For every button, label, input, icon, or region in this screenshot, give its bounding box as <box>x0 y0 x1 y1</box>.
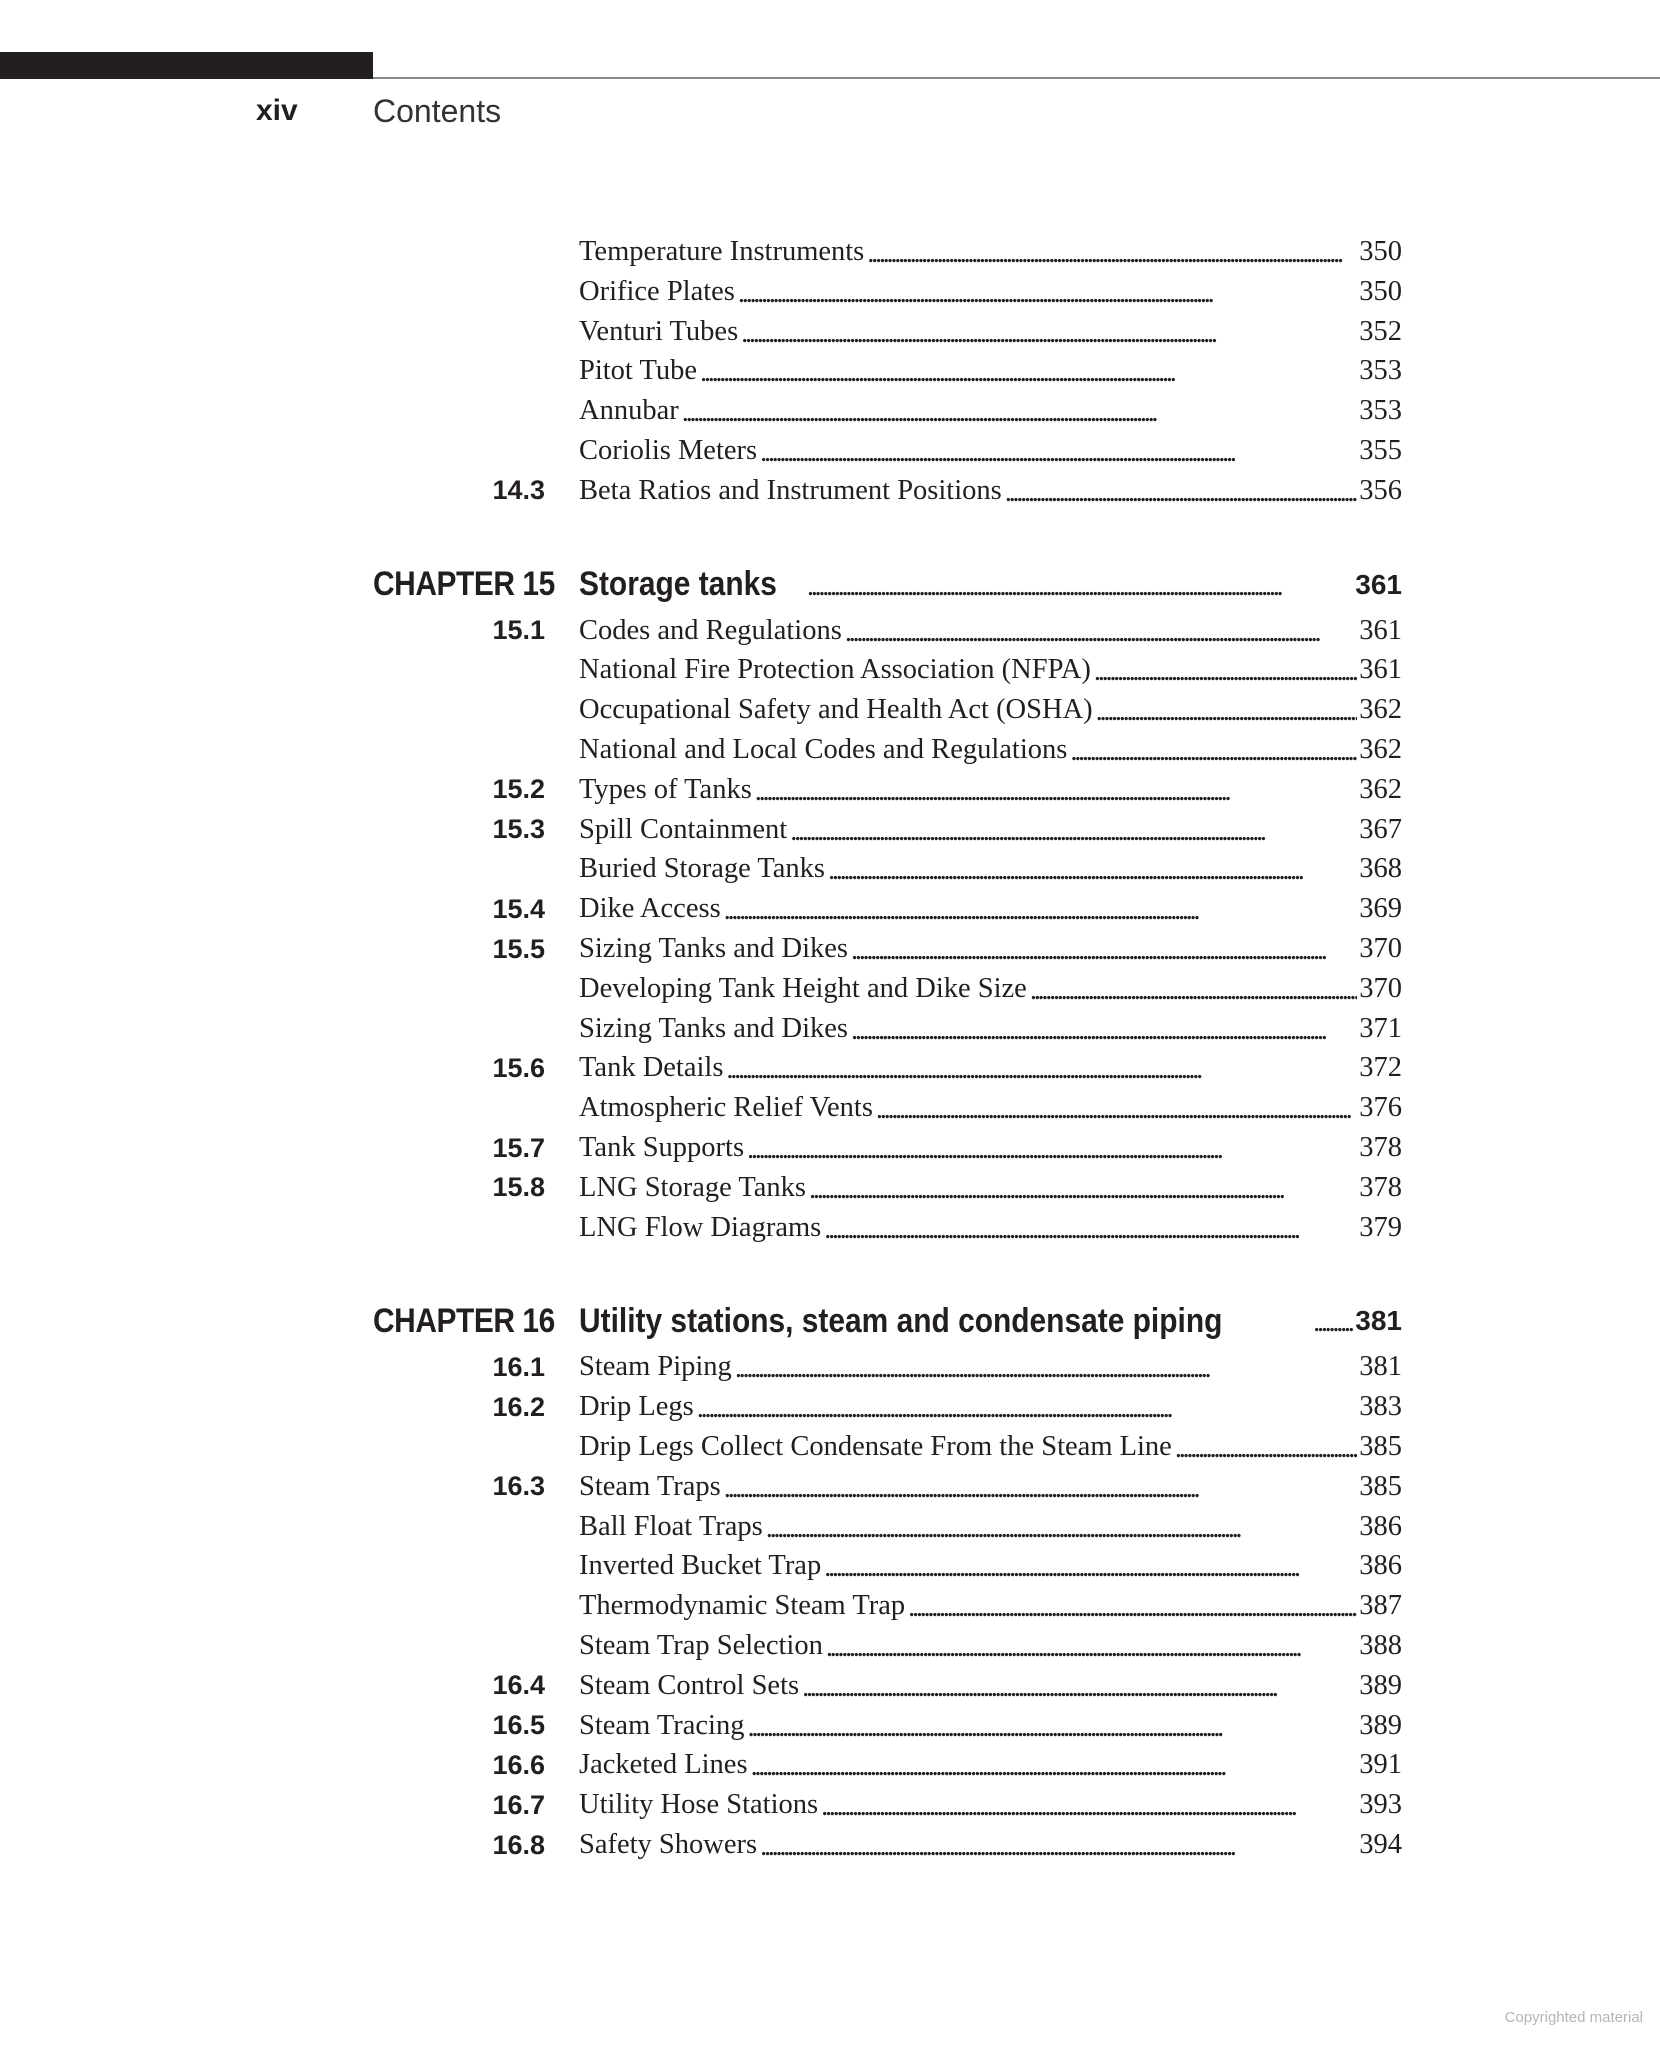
toc-entry[interactable] <box>0 1009 1660 1049</box>
running-title: Contents <box>373 92 502 129</box>
dot-leader <box>1094 650 1357 690</box>
toc-entry-line <box>579 1208 1402 1248</box>
dot-leader <box>876 1088 1357 1128</box>
section-page-number: 388 <box>1359 1630 1402 1661</box>
chapter-label: CHAPTER 15 <box>373 565 555 604</box>
toc-entry-line <box>579 650 1402 690</box>
toc-entry-line <box>579 391 1402 431</box>
dot-leader <box>726 1048 1357 1088</box>
toc-entry-line <box>579 1048 1402 1088</box>
toc-entry[interactable] <box>0 1387 1660 1427</box>
dot-leader <box>1070 730 1357 770</box>
section-page-number: 362 <box>1359 734 1402 765</box>
toc-entry-line <box>579 730 1402 770</box>
section-page-number: 370 <box>1359 933 1402 964</box>
section-number: 15.5 <box>492 933 545 964</box>
toc-entry[interactable] <box>0 770 1660 810</box>
section-page-number: 368 <box>1359 853 1402 885</box>
toc-entry[interactable] <box>0 391 1660 431</box>
section-title: LNG Storage Tanks <box>579 1171 807 1203</box>
chapter-heading[interactable] <box>0 563 1660 603</box>
section-number: 16.7 <box>492 1789 545 1820</box>
toc-entry[interactable] <box>0 1745 1660 1785</box>
section-number: 16.4 <box>492 1670 545 1701</box>
dot-leader <box>1313 1299 1353 1343</box>
toc-entry[interactable] <box>0 232 1660 272</box>
toc-entry-line <box>579 611 1402 651</box>
toc-entry[interactable] <box>0 849 1660 889</box>
section-number: 15.1 <box>492 615 545 646</box>
dot-leader <box>821 1785 1357 1825</box>
dot-leader <box>1030 969 1357 1009</box>
section-number: 15.8 <box>492 1172 545 1203</box>
chapter-label: CHAPTER 16 <box>373 1301 555 1340</box>
dot-leader <box>724 889 1358 929</box>
toc-entry-line <box>579 1706 1402 1746</box>
toc-entry[interactable] <box>0 1825 1660 1865</box>
toc-entry-line <box>579 351 1402 391</box>
section-title: Tank Details <box>579 1052 724 1084</box>
section-page-number: 367 <box>1359 813 1402 845</box>
toc-entry-line <box>579 889 1402 929</box>
dot-leader <box>755 770 1357 810</box>
toc-entry-line <box>579 770 1402 810</box>
section-number: 16.1 <box>492 1351 545 1382</box>
section-title: Coriolis Meters <box>579 435 758 466</box>
toc-entry[interactable] <box>0 351 1660 391</box>
toc-entry-line <box>579 1128 1402 1168</box>
section-page-number: 370 <box>1359 972 1402 1004</box>
dot-leader <box>766 1507 1358 1547</box>
toc-entry-line <box>579 312 1402 352</box>
toc-entry[interactable] <box>0 1168 1660 1208</box>
section-page-number: 394 <box>1359 1829 1402 1860</box>
section-title: Safety Showers <box>579 1829 758 1860</box>
section-page-number: 378 <box>1359 1132 1402 1163</box>
dot-leader <box>802 1666 1357 1706</box>
toc-entry[interactable] <box>0 1586 1660 1626</box>
toc-entry-line <box>579 1168 1402 1208</box>
toc-entry[interactable] <box>0 1626 1660 1666</box>
section-title: Codes and Regulations <box>579 614 842 646</box>
toc-entry[interactable] <box>0 1048 1660 1088</box>
section-title: Steam Traps <box>579 1470 721 1502</box>
section-page-number: 350 <box>1359 236 1402 267</box>
toc-entry-line <box>579 1546 1402 1586</box>
section-title: Pitot Tube <box>579 355 698 387</box>
section-number: 14.3 <box>492 475 545 506</box>
chapter-title: Utility stations, steam and condensate piping <box>579 1301 1223 1340</box>
section-title: Drip Legs <box>579 1391 694 1423</box>
section-number: 16.6 <box>492 1749 545 1780</box>
dot-leader <box>735 1347 1357 1387</box>
toc-entry[interactable] <box>0 1208 1660 1248</box>
toc-entry-line <box>579 431 1402 471</box>
toc-entry[interactable] <box>0 1427 1660 1467</box>
section-page-number: 386 <box>1359 1550 1402 1582</box>
dot-leader <box>751 1745 1358 1785</box>
section-title: Tank Supports <box>579 1132 745 1163</box>
toc-entry-line <box>579 272 1402 312</box>
section-title: Utility Hose Stations <box>579 1789 819 1821</box>
toc-entry[interactable] <box>0 312 1660 352</box>
section-title: Steam Tracing <box>579 1709 745 1741</box>
section-page-number: 350 <box>1359 275 1402 307</box>
header-rule-thick <box>0 52 373 79</box>
dot-leader <box>760 431 1357 471</box>
section-page-number: 385 <box>1359 1470 1402 1502</box>
section-title: Drip Legs Collect Condensate From the Steam Line <box>579 1431 1172 1462</box>
dot-leader <box>809 1168 1357 1208</box>
dot-leader <box>724 1467 1358 1507</box>
section-page-number: 353 <box>1359 355 1402 387</box>
dot-leader <box>760 1825 1357 1865</box>
header-rule-thin <box>373 77 1660 79</box>
dot-leader <box>747 1706 1357 1746</box>
toc-entry[interactable] <box>0 929 1660 969</box>
toc-entry[interactable] <box>0 1546 1660 1586</box>
section-number: 15.2 <box>492 774 545 805</box>
dot-leader <box>828 849 1357 889</box>
toc-entry-line <box>579 929 1402 969</box>
toc-entry[interactable] <box>0 1507 1660 1547</box>
section-page-number: 353 <box>1359 395 1402 427</box>
dot-leader <box>807 563 1353 607</box>
section-page-number: 372 <box>1359 1052 1402 1084</box>
toc-entry-line <box>579 1745 1402 1785</box>
toc-entry[interactable] <box>0 1128 1660 1168</box>
toc-entry[interactable] <box>0 730 1660 770</box>
chapter-title: Storage tanks <box>579 565 777 604</box>
toc-entry[interactable] <box>0 611 1660 651</box>
section-page-number: 389 <box>1359 1669 1402 1701</box>
section-page-number: 369 <box>1359 893 1402 925</box>
toc-entry-line <box>579 690 1402 730</box>
section-title: Dike Access <box>579 893 721 925</box>
section-number: 16.2 <box>492 1391 545 1422</box>
section-page-number: 352 <box>1359 315 1402 347</box>
toc-entry[interactable] <box>0 690 1660 730</box>
toc-entry[interactable] <box>0 650 1660 690</box>
dot-leader <box>738 272 1357 312</box>
section-page-number: 391 <box>1359 1749 1402 1781</box>
section-page-number: 386 <box>1359 1510 1402 1542</box>
section-title: National Fire Protection Association (NFPA) <box>579 654 1091 686</box>
dot-leader <box>682 391 1358 431</box>
section-page-number: 361 <box>1359 614 1402 646</box>
toc-entry-line <box>579 1009 1402 1049</box>
dot-leader <box>908 1586 1357 1626</box>
toc-entry-line <box>579 1666 1402 1706</box>
section-page-number: 355 <box>1359 435 1402 466</box>
chapter-entry <box>579 563 1402 607</box>
toc-entry[interactable] <box>0 1088 1660 1128</box>
section-title: Inverted Bucket Trap <box>579 1550 822 1582</box>
section-title: National and Local Codes and Regulations <box>579 734 1068 765</box>
section-title: Sizing Tanks and Dikes <box>579 933 848 964</box>
page-number: xiv <box>256 94 298 127</box>
section-title: Steam Trap Selection <box>579 1630 823 1661</box>
section-title: LNG Flow Diagrams <box>579 1211 822 1243</box>
section-title: Jacketed Lines <box>579 1749 748 1781</box>
toc-entry-line <box>579 1387 1402 1427</box>
toc-entry[interactable] <box>0 889 1660 929</box>
dot-leader <box>697 1387 1357 1427</box>
section-number: 15.4 <box>492 893 545 924</box>
section-title: Ball Float Traps <box>579 1510 763 1542</box>
dot-leader <box>700 351 1357 391</box>
toc-entry[interactable] <box>0 1785 1660 1825</box>
section-number: 16.3 <box>492 1471 545 1502</box>
section-page-number: 376 <box>1359 1092 1402 1124</box>
section-title: Atmospheric Relief Vents <box>579 1092 873 1124</box>
section-page-number: 378 <box>1359 1171 1402 1203</box>
section-page-number: 356 <box>1359 474 1402 506</box>
dot-leader <box>851 929 1357 969</box>
section-title: Developing Tank Height and Dike Size <box>579 972 1027 1004</box>
toc-entry-line <box>579 849 1402 889</box>
dot-leader <box>824 1546 1357 1586</box>
toc-entry[interactable] <box>0 1666 1660 1706</box>
toc-entry-line <box>579 1347 1402 1387</box>
section-page-number: 361 <box>1359 654 1402 686</box>
toc-entry[interactable] <box>0 431 1660 471</box>
dot-leader <box>1096 690 1358 730</box>
section-title: Thermodynamic Steam Trap <box>579 1590 906 1622</box>
toc-entry-line <box>579 1785 1402 1825</box>
toc-entry-line <box>579 1427 1402 1467</box>
dot-leader <box>826 1626 1357 1666</box>
section-title: Types of Tanks <box>579 773 752 805</box>
chapter-page-number: 361 <box>1355 568 1402 600</box>
section-title: Steam Control Sets <box>579 1669 800 1701</box>
section-number: 15.3 <box>492 814 545 845</box>
section-number: 15.7 <box>492 1132 545 1163</box>
section-page-number: 379 <box>1359 1211 1402 1243</box>
section-title: Orifice Plates <box>579 275 735 307</box>
section-number: 16.8 <box>492 1829 545 1860</box>
section-title: Spill Containment <box>579 813 788 845</box>
dot-leader <box>790 810 1357 850</box>
toc-entry-line <box>579 1626 1402 1666</box>
section-page-number: 389 <box>1359 1709 1402 1741</box>
section-page-number: 362 <box>1359 773 1402 805</box>
section-page-number: 371 <box>1359 1012 1402 1044</box>
section-number: 16.5 <box>492 1710 545 1741</box>
toc-entry-line <box>579 1467 1402 1507</box>
toc-entry-line <box>579 969 1402 1009</box>
dot-leader <box>845 611 1357 651</box>
toc-entry-line <box>579 810 1402 850</box>
toc-entry-line <box>579 232 1402 272</box>
dot-leader <box>851 1009 1357 1049</box>
copyright-notice: Copyrighted material <box>1504 2009 1643 2026</box>
section-title: Sizing Tanks and Dikes <box>579 1012 848 1044</box>
section-title: Temperature Instruments <box>579 236 865 267</box>
section-page-number: 383 <box>1359 1391 1402 1423</box>
section-page-number: 385 <box>1359 1431 1402 1462</box>
toc-entry[interactable] <box>0 1347 1660 1387</box>
dot-leader <box>1005 471 1358 511</box>
toc-entry-line <box>579 1088 1402 1128</box>
dot-leader <box>824 1208 1357 1248</box>
toc-entry-line <box>579 1825 1402 1865</box>
section-title: Buried Storage Tanks <box>579 853 826 885</box>
section-number: 15.6 <box>492 1052 545 1083</box>
toc-entry[interactable] <box>0 272 1660 312</box>
section-title: Beta Ratios and Instrument Positions <box>579 474 1002 506</box>
dot-leader <box>1175 1427 1357 1467</box>
section-title: Steam Piping <box>579 1351 732 1383</box>
dot-leader <box>867 232 1357 272</box>
section-title: Annubar <box>579 395 679 427</box>
section-page-number: 381 <box>1359 1351 1402 1383</box>
chapter-entry <box>579 1299 1402 1343</box>
toc-entry[interactable] <box>0 1706 1660 1746</box>
toc-entry-line <box>579 1507 1402 1547</box>
toc-entry[interactable] <box>0 810 1660 850</box>
section-title: Occupational Safety and Health Act (OSHA) <box>579 694 1093 726</box>
section-page-number: 362 <box>1359 694 1402 726</box>
toc-entry-line <box>579 1586 1402 1626</box>
section-page-number: 393 <box>1359 1789 1402 1821</box>
toc-entry[interactable] <box>0 969 1660 1009</box>
dot-leader <box>747 1128 1357 1168</box>
section-page-number: 387 <box>1359 1590 1402 1622</box>
section-title: Venturi Tubes <box>579 315 739 347</box>
toc-entry-line <box>579 471 1402 511</box>
toc-entry[interactable] <box>0 1467 1660 1507</box>
toc-entry[interactable] <box>0 471 1660 511</box>
dot-leader <box>741 312 1357 352</box>
chapter-page-number: 381 <box>1355 1305 1402 1337</box>
chapter-heading[interactable] <box>0 1299 1660 1339</box>
